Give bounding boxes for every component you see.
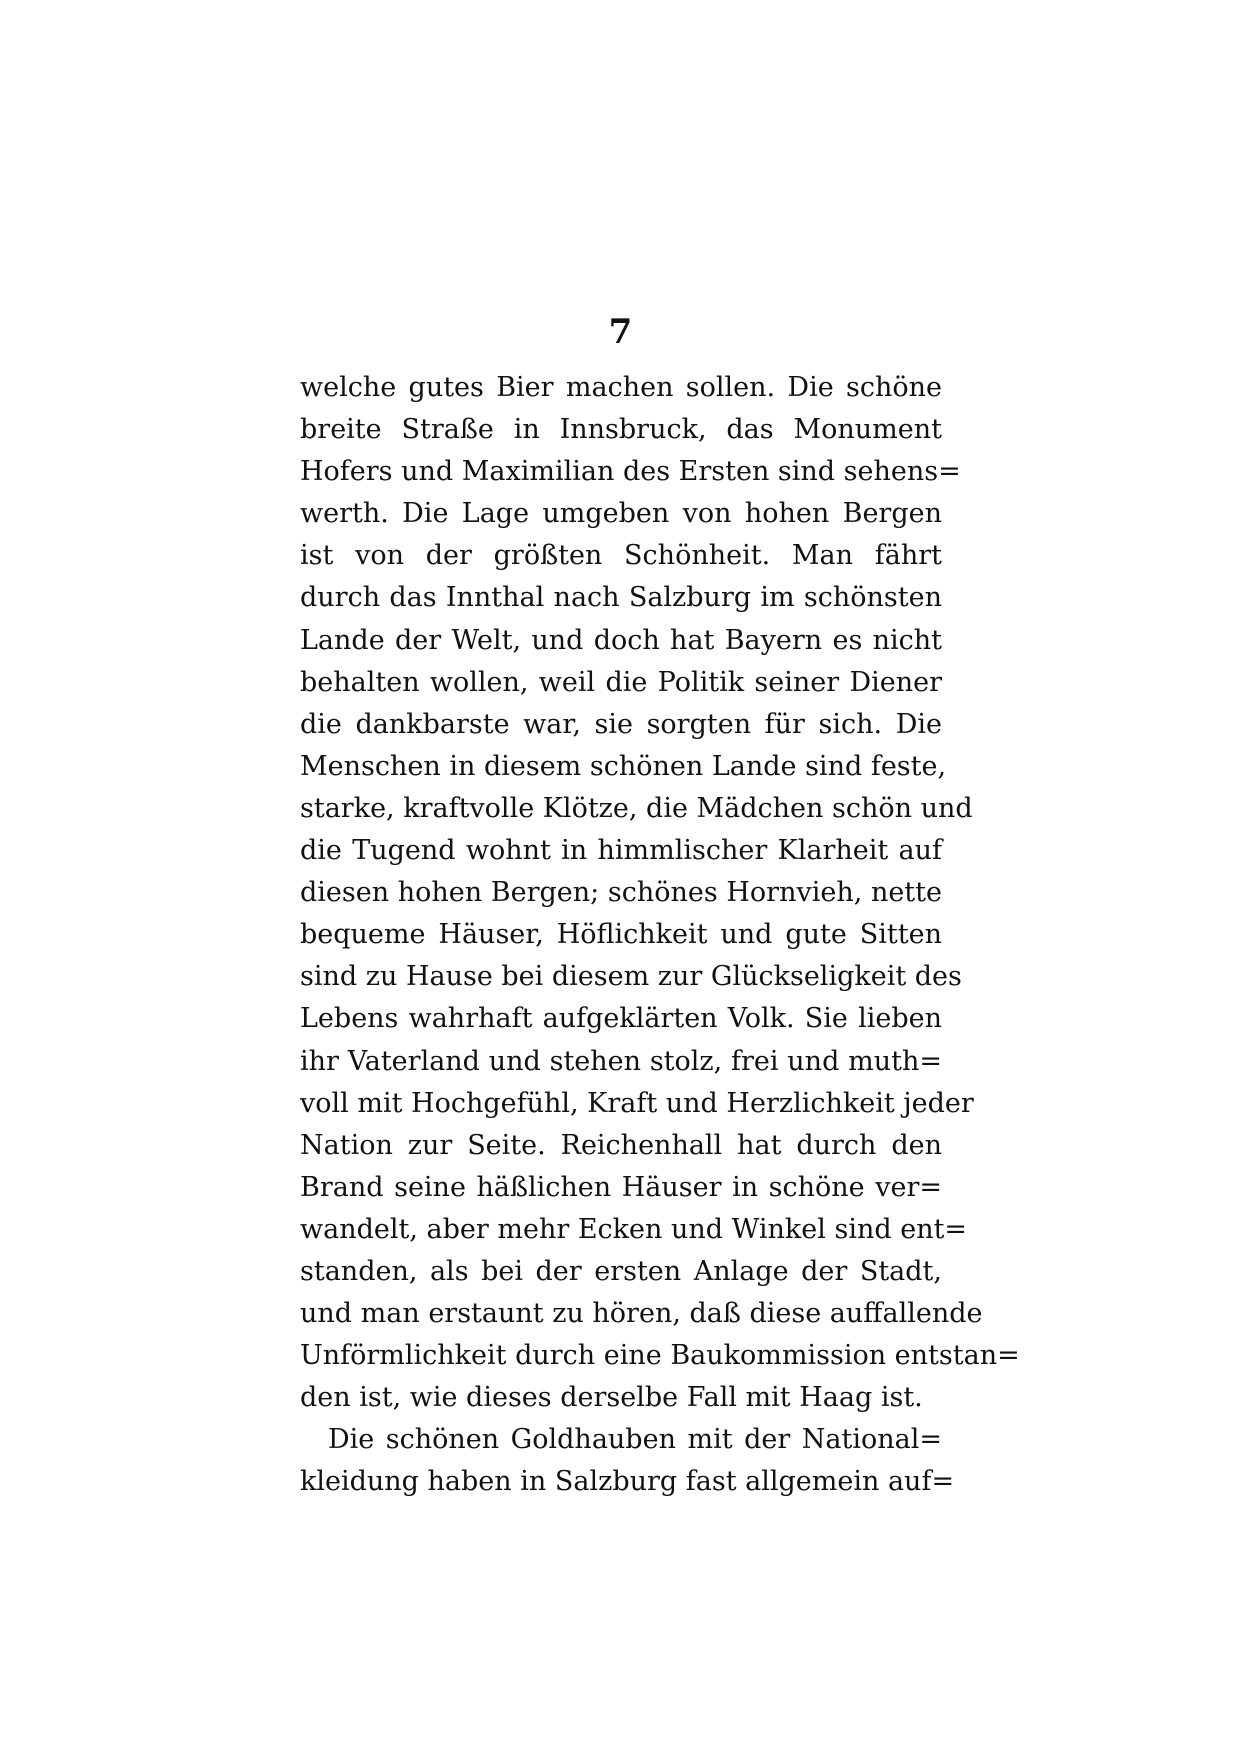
text-line: Nation zur Seite. Reichenhall hat durch den xyxy=(300,1129,942,1161)
text-line: durch das Innthal nach Salzburg im schönsten xyxy=(300,582,942,614)
text-line: breite Straße in Innsbruck, das Monument xyxy=(300,414,942,446)
text-line: den ist, wie dieses derselbe Fall mit Haag ist. xyxy=(300,1382,923,1414)
text-line: standen, als bei der ersten Anlage der Stadt, xyxy=(300,1255,942,1287)
text-line: kleidung haben in Salzburg fast allgemein auf= xyxy=(300,1466,955,1498)
text-line: Die schönen Goldhauben mit der National= xyxy=(328,1424,942,1456)
text-line: Hofers und Maximilian des Ersten sind sehens= xyxy=(300,456,961,488)
text-line: Unförmlichkeit durch eine Baukommission entstan= xyxy=(300,1340,1020,1372)
text-line: ist von der größten Schönheit. Man fährt xyxy=(300,540,942,572)
text-line: und man erstaunt zu hören, daß diese auffallende xyxy=(300,1298,983,1330)
text-line: bequeme Häuser, Höflichkeit und gute Sitten xyxy=(300,919,942,951)
text-line: diesen hohen Bergen; schönes Hornvieh, nette xyxy=(300,877,942,909)
body-text xyxy=(300,367,1020,1504)
text-line: behalten wollen, weil die Politik seiner Diener xyxy=(300,666,942,698)
page-number: 7 xyxy=(608,312,633,352)
text-line: Brand seine häßlichen Häuser in schöne ver= xyxy=(300,1171,942,1203)
text-line: welche gutes Bier machen sollen. Die schöne xyxy=(300,372,942,403)
text-line: die dankbarste war, sie sorgten für sich. Die xyxy=(300,708,942,740)
text-line: Lebens wahrhaft aufgeklärten Volk. Sie lieben xyxy=(300,1003,942,1035)
text-line: wandelt, aber mehr Ecken und Winkel sind ent= xyxy=(300,1213,968,1245)
text-line: werth. Die Lage umgeben von hohen Bergen xyxy=(300,498,942,530)
text-line: Menschen in diesem schönen Lande sind feste, xyxy=(300,750,947,782)
text-line: starke, kraftvolle Klötze, die Mädchen schön und xyxy=(300,792,973,824)
text-line: ihr Vaterland und stehen stolz, frei und muth= xyxy=(300,1045,942,1077)
text-line: voll mit Hochgefühl, Kraft und Herzlichkeit jeder xyxy=(300,1087,974,1119)
text-line: die Tugend wohnt in himmlischer Klarheit auf xyxy=(300,835,942,867)
text-line: Lande der Welt, und doch hat Bayern es nicht xyxy=(300,624,942,656)
text-line: sind zu Hause bei diesem zur Glückseligkeit des xyxy=(300,961,962,993)
